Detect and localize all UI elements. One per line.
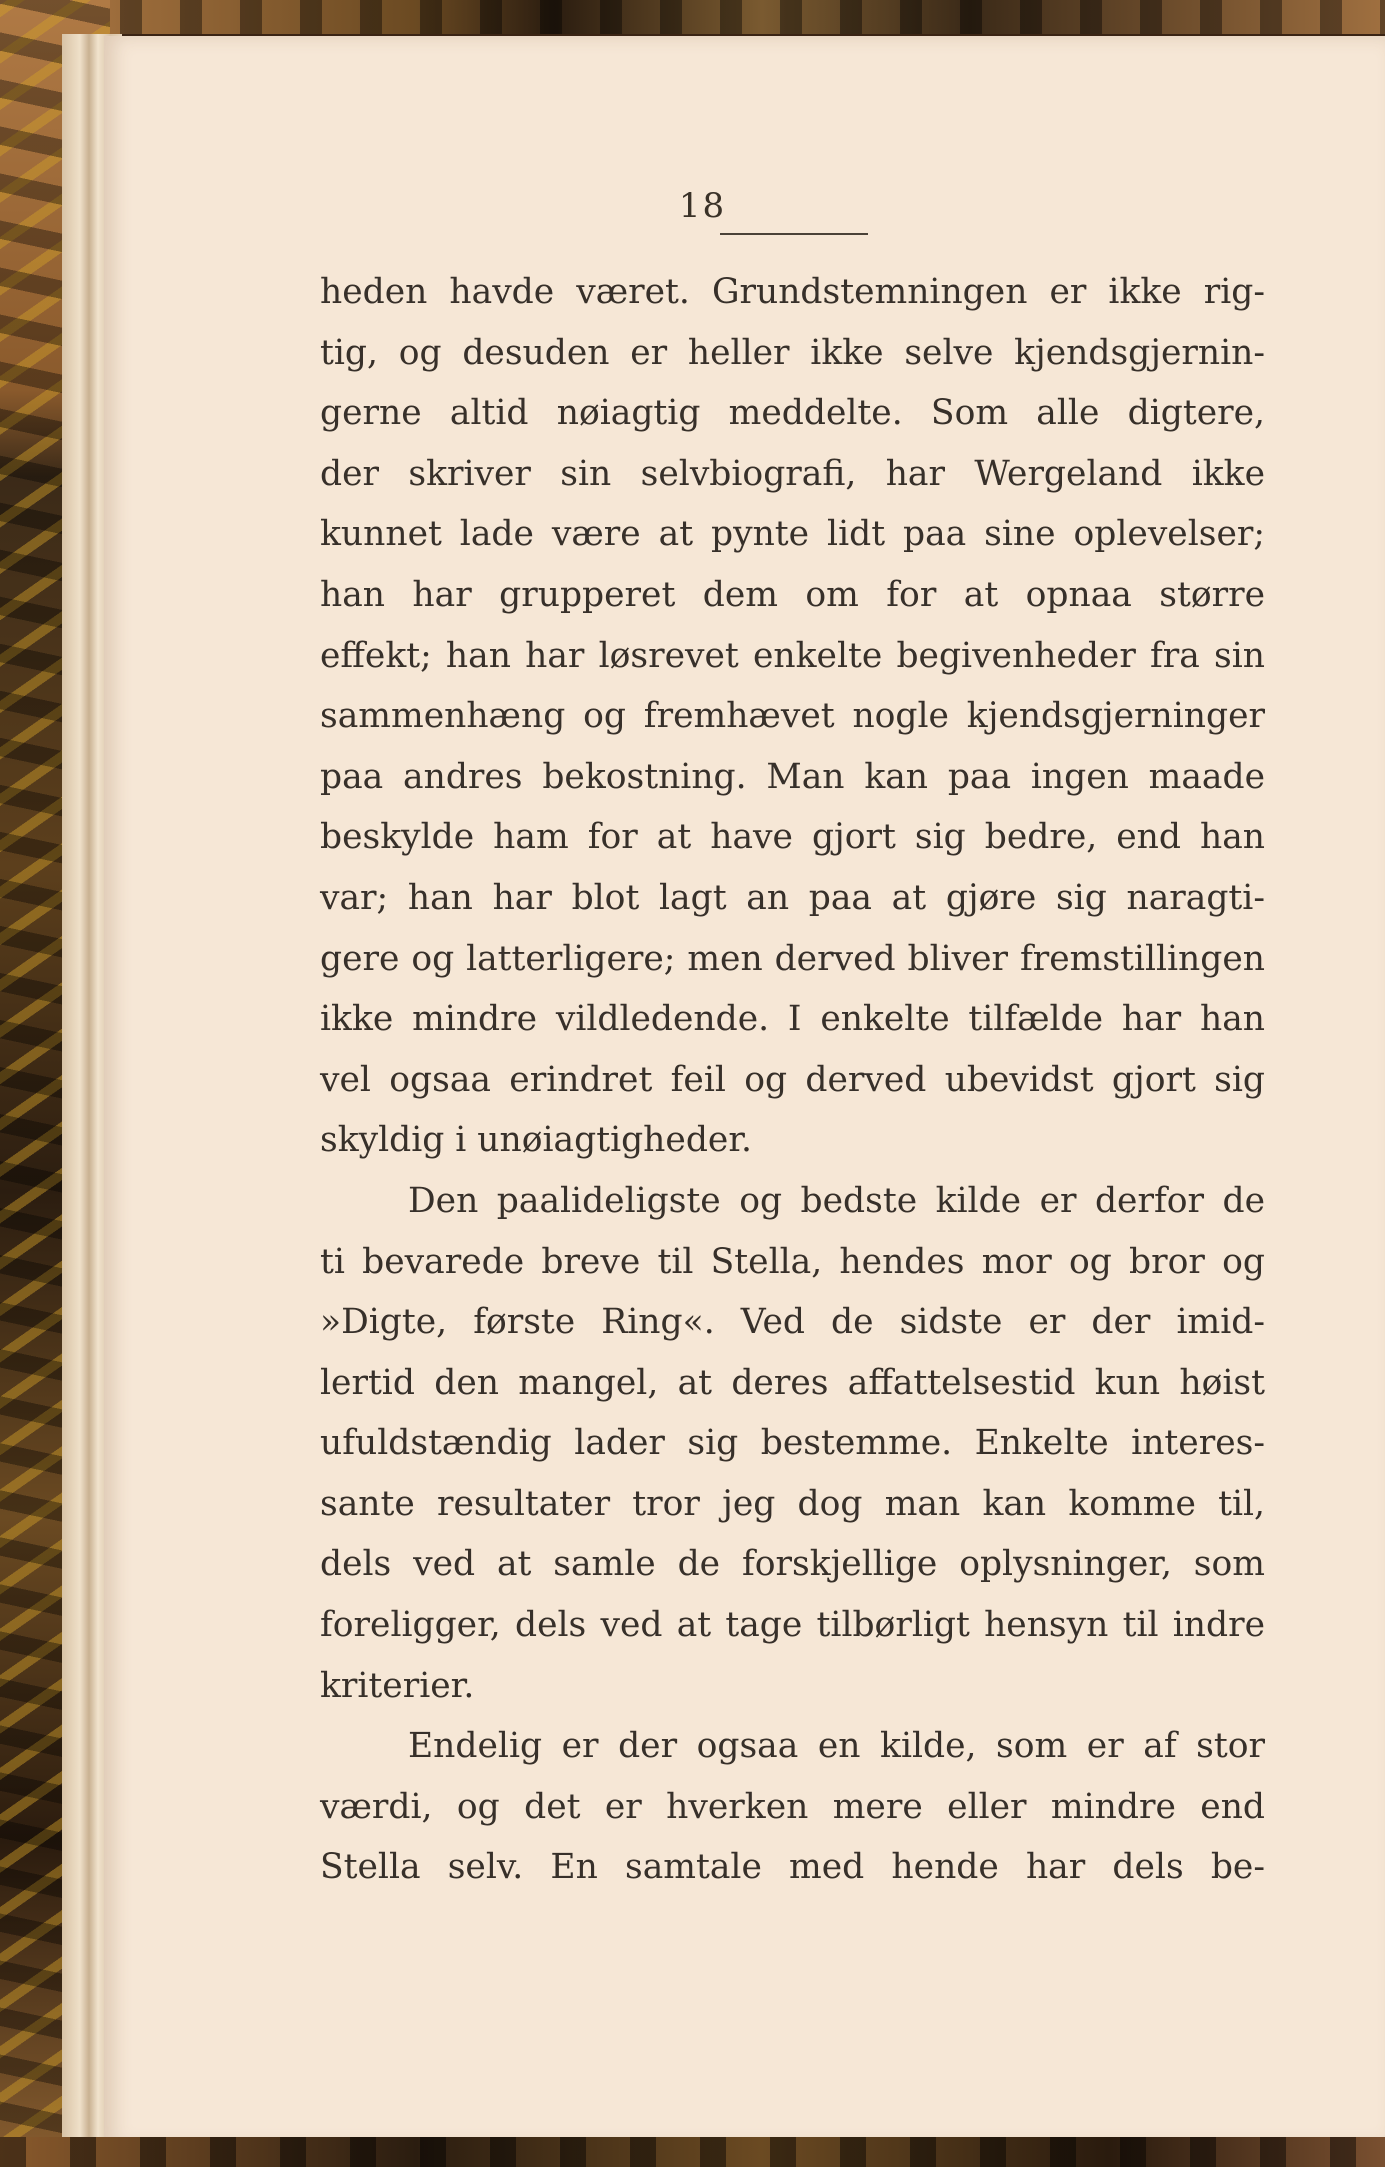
text-line: »Digte, første Ring«. Ved de sidste er der imid- <box>320 1302 1265 1343</box>
text-line: lertid den mangel, at deres affattelsestid kun høist <box>320 1362 1265 1403</box>
text-line: han har grupperet dem om for at opnaa større <box>320 574 1265 615</box>
text-line: tig, og desuden er heller ikke selve kjendsgjernin- <box>320 332 1265 373</box>
text-line: gere og latterligere; men derved bliver fremstillingen <box>320 938 1265 979</box>
text-line: foreligger, dels ved at tage tilbørligt hensyn til indre <box>320 1605 1265 1646</box>
text-line: der skriver sin selvbiografi, har Wergeland ikke <box>320 453 1265 494</box>
book-binding-bottom <box>0 2137 1385 2167</box>
text-line: vel ogsaa erindret feil og derved ubevidst gjort sig <box>320 1059 1265 1100</box>
book-binding-top <box>0 0 1385 34</box>
page-number: 18 <box>678 186 727 226</box>
text-line: sammenhæng og fremhævet nogle kjendsgjerninger <box>320 696 1265 737</box>
text-line: kunnet lade være at pynte lidt paa sine oplevelser; <box>320 514 1265 555</box>
text-line: effekt; han har løsrevet enkelte begivenheder fra sin <box>320 635 1265 676</box>
text-line: ufuldstændig lader sig bestemme. Enkelte interes- <box>320 1423 1265 1464</box>
text-line: Endelig er der ogsaa en kilde, som er af stor <box>408 1726 1265 1767</box>
text-line: kriterier. <box>320 1665 475 1706</box>
text-line: var; han har blot lagt an paa at gjøre sig naragti- <box>320 877 1265 918</box>
text-line: beskylde ham for at have gjort sig bedre, end han <box>320 817 1265 858</box>
text-line: Den paalideligste og bedste kilde er derfor de <box>408 1180 1265 1221</box>
text-line: dels ved at samle de forskjellige oplysninger, som <box>320 1544 1265 1585</box>
text-line: ti bevarede breve til Stella, hendes mor og bror og <box>320 1241 1265 1282</box>
text-line: heden havde været. Grundstemningen er ikke rig- <box>320 272 1265 312</box>
text-line: gerne altid nøiagtig meddelte. Som alle digtere, <box>320 393 1265 434</box>
text-line: værdi, og det er hverken mere eller mindre end <box>320 1786 1265 1827</box>
text-line: skyldig i unøiagtigheder. <box>320 1120 752 1161</box>
text-line: paa andres bekostning. Man kan paa ingen maade <box>320 756 1265 797</box>
text-line: sante resultater tror jeg dog man kan komme til, <box>320 1483 1265 1524</box>
text-line: ikke mindre vildledende. I enkelte tilfælde har han <box>320 999 1265 1040</box>
page-number-rule <box>720 233 868 235</box>
body-text <box>320 262 1265 1898</box>
text-line: Stella selv. En samtale med hende har dels be- <box>320 1847 1265 1888</box>
